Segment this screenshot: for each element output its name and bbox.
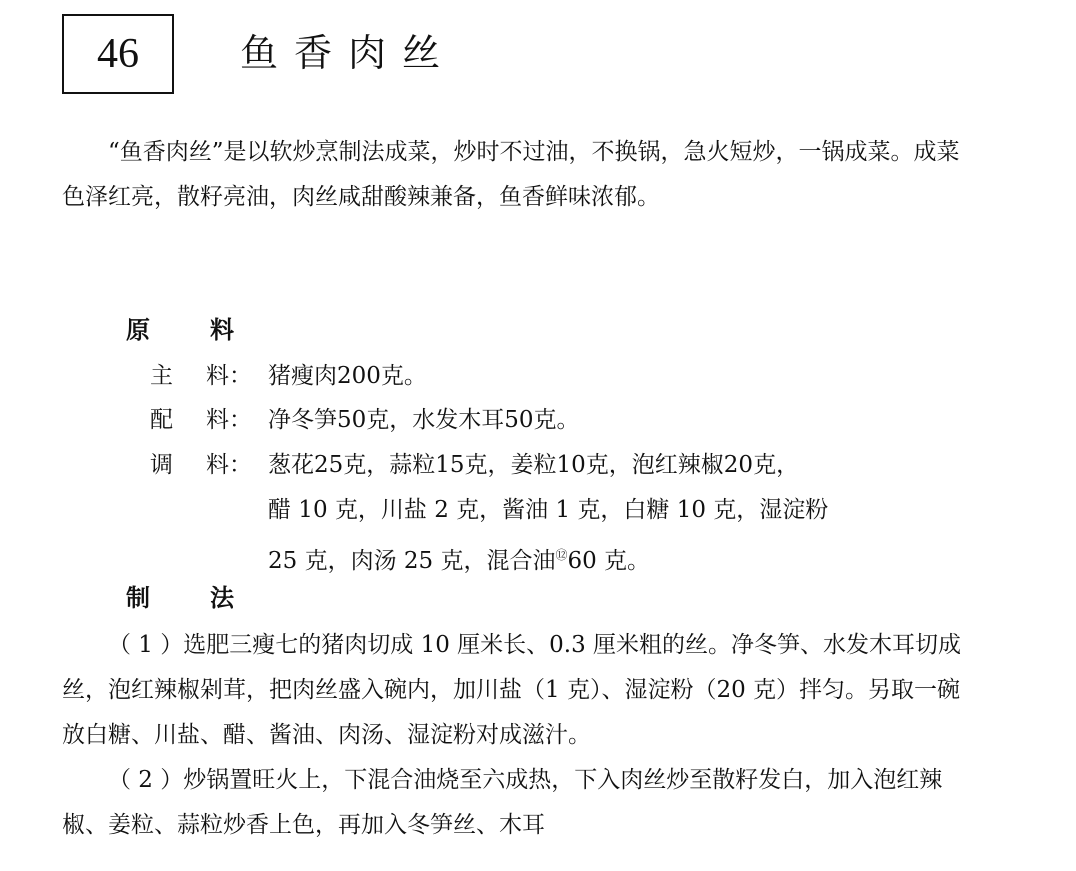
recipe-number: 46 [97,31,139,77]
main-ingredient-value: 猪瘦肉200克。 [268,363,427,389]
seasoning-label-char2: 料： [206,452,252,478]
side-label-char1: 配 [150,407,173,433]
seasoning-label [150,443,268,487]
ingredients-heading [126,310,234,350]
method-heading-char1: 制 [126,583,150,612]
side-ingredient-value: 净冬笋50克，水发木耳50克。 [268,407,580,433]
seasoning-line-2: 醋 10 克，川盐 2 克，酱油 1 克，白糖 10 克，湿淀粉 [268,497,829,523]
ingredients-heading-char2: 料 [210,315,234,344]
main-label-char1: 主 [150,363,173,389]
ingredients-heading-char1: 原 [126,315,150,344]
seasoning-row [150,443,799,487]
side-label-char2: 料： [206,407,252,433]
seasoning-line-1: 葱花25克，蒜粒15克，姜粒10克，泡红辣椒20克， [268,452,800,478]
method-step-1: （ 1 ）选肥三瘦七的猪肉切成 10 厘米长、0.3 厘米粗的丝。净冬笋、水发木耳切成丝，泡红辣椒剁茸，把肉丝盛入碗内，加川盐（1 克）、湿淀粉（20 克）拌匀。另取一碗放白糖、川盐、醋、酱油、肉汤、湿淀粉对成滋汁。 [62,632,962,748]
side-ingredient-label [150,398,268,442]
side-ingredient-row [150,398,580,442]
seasoning-label-char1: 调 [150,452,173,478]
recipe-number-box [62,14,174,94]
main-ingredient-row [150,354,427,398]
method-step-2: （ 2 ）炒锅置旺火上，下混合油烧至六成热，下入肉丝炒至散籽发白，加入泡红辣椒、姜粒、蒜粒炒香上色，再加入冬笋丝、木耳 [62,767,943,838]
method-heading-char2: 法 [210,583,234,612]
footnote-marker: ⑫ [555,548,568,562]
main-label-char2: 料： [206,363,252,389]
intro-text: “鱼香肉丝”是以软炒烹制法成菜，炒时不过油，不换锅，急火短炒，一锅成菜。成菜色泽红亮，散籽亮油，肉丝咸甜酸辣兼备，鱼香鲜味浓郁。 [62,139,960,210]
method-steps [62,623,962,848]
intro-paragraph [62,130,962,220]
seasoning-line-3a: 25 克，肉汤 25 克，混合油 [268,548,556,574]
seasoning-line-3 [268,533,650,583]
recipe-title: 鱼香肉丝 [240,31,457,75]
method-heading [126,578,234,618]
main-ingredient-label [150,354,268,398]
seasoning-line-3b: 60 克。 [567,548,651,574]
